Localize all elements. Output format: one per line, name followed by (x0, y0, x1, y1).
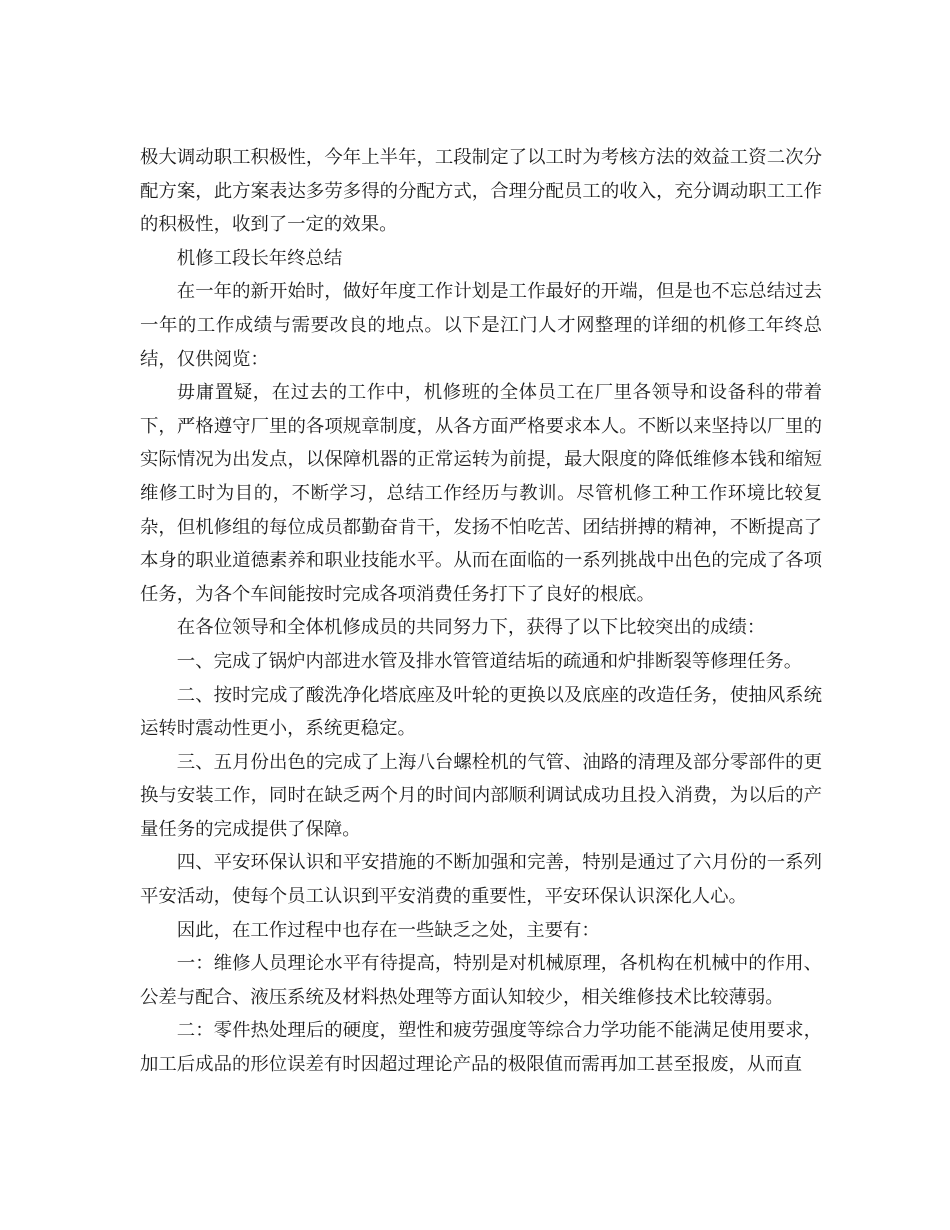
shortcoming-item-1: 一：维修人员理论水平有待提高，特别是对机械原理，各机构在机械中的作用、公差与配合、液压系统及材料热处理等方面认知较少，相关维修技术比较薄弱。 (140, 953, 822, 1008)
paragraph-5: 在各位领导和全体机修成员的共同努力下，获得了以下比较突出的成绩： (176, 617, 766, 639)
paragraph-3: 在一年的新开始时，做好年度工作计划是工作最好的开端，但是也不忘总结过去一年的工作成绩与需要改良的地点。以下是江门人才网整理的详细的机修工年终总结，仅供阅览： (140, 281, 822, 370)
paragraph-4: 毋庸置疑，在过去的工作中，机修班的全体员工在厂里各领导和设备科的带着下，严格遵守厂里的各项规章制度，从各方面严格要求本人。不断以来坚持以厂里的实际情况为出发点，以保障机器的正常运转为前提，最大限度的降低维修本钱和缩短维修工时为目的，不断学习，总结工作经历与教训。尽管机修工种工作环境比较复杂，但机修组的每位成员都勤奋肯干，发扬不怕吃苦、团结拼搏的精神，不断提高了本身的职业道德素养和职业技能水平。从而在面临的一系列挑战中出色的完成了各项任务，为各个车间能按时完成各项消费任务打下了良好的根底。 (140, 382, 822, 605)
achievement-item-3: 三、五月份出色的完成了上海八台螺栓机的气管、油路的清理及部分零部件的更换与安装工作，同时在缺乏两个月的时间内部顺利调试成功且投入消费，为以后的产量任务的完成提供了保障。 (140, 751, 822, 840)
section-heading: 机修工段长年终总结 (176, 247, 343, 269)
paragraph-1: 极大调动职工积极性，今年上半年，工段制定了以工时为考核方法的效益工资二次分配方案，此方案表达多劳多得的分配方式，合理分配员工的收入，充分调动职工工作的积极性，收到了一定的效果。 (140, 147, 822, 236)
achievement-item-2: 二、按时完成了酸洗净化塔底座及叶轮的更换以及底座的改造任务，使抽风系统运转时震动性更小，系统更稳定。 (140, 684, 822, 740)
achievement-item-4: 四、平安环保认识和平安措施的不断加强和完善，特别是通过了六月份的一系列平安活动，使每个员工认识到平安消费的重要性，平安环保认识深化人心。 (140, 852, 822, 908)
achievement-item-1: 一、完成了锅炉内部进水管及排水管管道结垢的疏通和炉排断裂等修理任务。 (176, 650, 803, 672)
document-body (140, 141, 822, 1082)
paragraph-10: 因此，在工作过程中也存在一些缺乏之处，主要有： (176, 919, 600, 941)
shortcoming-item-2: 二：零件热处理后的硬度，塑性和疲劳强度等综合力学功能不能满足使用要求，加工后成品的形位误差有时因超过理论产品的极限值而需再加工甚至报废，从而直 (140, 1020, 822, 1076)
